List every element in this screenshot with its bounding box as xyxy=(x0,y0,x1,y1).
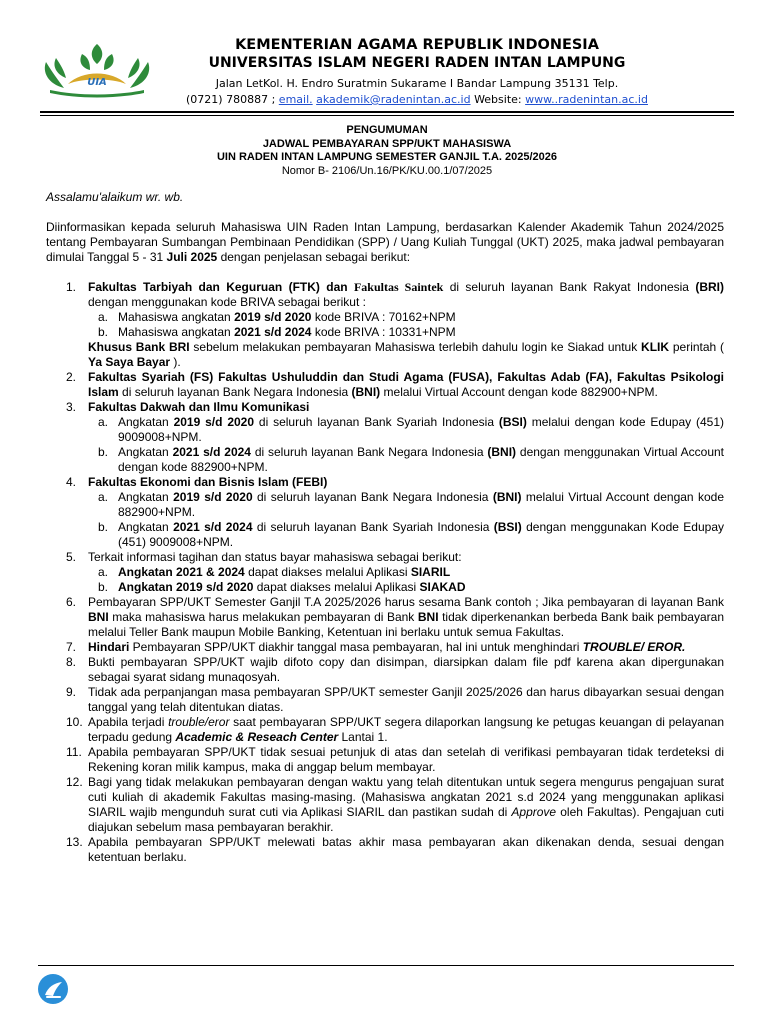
list-number: 3. xyxy=(66,400,77,414)
letterhead-rule-thick xyxy=(40,111,734,113)
cohort-range: 2021 s/d 2024 xyxy=(172,445,251,459)
item-text: Angkatan xyxy=(118,445,173,459)
sub-list xyxy=(88,310,724,340)
list-number: 12. xyxy=(66,775,83,789)
item-text: perintah ( xyxy=(669,340,725,354)
list-item xyxy=(46,655,724,685)
item-text: Angkatan xyxy=(118,490,174,504)
building-name: Academic & Reseach Center xyxy=(175,730,339,744)
announcement-heading: PENGUMUMAN xyxy=(346,124,428,136)
list-number: 1. xyxy=(66,280,77,294)
address: Jalan LetKol. H. Endro Suratmin Sukarame I Bandar Lampung 35131 Telp. xyxy=(215,77,619,90)
item-emphasis: trouble/eror xyxy=(168,715,230,729)
ministry-name: KEMENTERIAN AGAMA REPUBLIK INDONESIA xyxy=(235,37,599,53)
item-text: maka mahasiswa harus melakukan pembayaran di Bank xyxy=(108,610,418,624)
faculty-name: Fakultas Syariah (FS) Fakultas Ushuluddin dan Studi Agama (FUSA), Fakultas Adab (FA), Fakultas Psikologi Islam xyxy=(88,370,724,399)
bank-code: (BNI) xyxy=(351,385,381,399)
sub-list xyxy=(88,565,724,595)
letterhead-text xyxy=(152,36,682,108)
item-text: Angkatan xyxy=(118,415,174,429)
website-link[interactable]: www..radenintan.ac.id xyxy=(525,93,648,106)
item-text: Terkait informasi tagihan dan status bayar mahasiswa sebagai berikut: xyxy=(88,550,462,564)
note-emphasis: KLIK xyxy=(641,340,670,354)
sub-list-item xyxy=(88,580,724,595)
item-text: di seluruh layanan Bank Rakyat Indonesia xyxy=(443,280,696,294)
item-text: Pembayaran SPP/UKT diakhir tanggal masa pembayaran, hal ini untuk menghindari xyxy=(129,640,583,654)
list-number: 9. xyxy=(66,685,77,699)
list-number: 2. xyxy=(66,370,77,384)
university-name: UNIVERSITAS ISLAM NEGERI RADEN INTAN LAMPUNG xyxy=(208,55,626,71)
warning-word: Hindari xyxy=(88,640,130,654)
sub-letter: a. xyxy=(98,415,109,429)
item-text: Apabila pembayaran SPP/UKT tidak sesuai petunjuk di atas dan setelah di verifikasi pembayaran tidak terdeteksi di Rekening koran milik kampus, maka di anggap belum membayar. xyxy=(88,745,724,774)
list-item xyxy=(46,775,724,835)
app-name: SIARIL xyxy=(410,565,451,579)
list-number: 5. xyxy=(66,550,77,564)
item-text: Angkatan xyxy=(118,520,174,534)
item-text: Mahasiswa angkatan xyxy=(118,325,235,339)
item-text: melalui Virtual Account dengan kode 882900+NPM. xyxy=(380,385,658,399)
list-number: 11. xyxy=(66,745,82,759)
sub-letter: b. xyxy=(98,520,109,534)
item-text: Pembayaran SPP/UKT Semester Ganjil T.A 2025/2026 harus sesama Bank contoh ; Jika pembayaran di layanan Bank xyxy=(88,595,724,609)
intro-text: Diinformasikan kepada seluruh Mahasiswa UIN Raden Intan Lampung, berdasarkan Kalender Akademik Tahun 2024/2025 tentang Pembayaran Sumbangan Pembinaan Pendidikan (SPP) / Uang Kuliah Tunggal (UKT) 2025, maka jadwal pembayaran dimulai Tanggal 5 - 31 xyxy=(46,220,724,264)
sub-letter: a. xyxy=(98,310,109,324)
university-logo-icon xyxy=(38,40,156,98)
sub-letter: b. xyxy=(98,325,109,339)
bank-code: (BSI) xyxy=(493,520,522,534)
item-text: Apabila terjadi xyxy=(88,715,169,729)
list-number: 10. xyxy=(66,715,83,729)
cohort-range: 2021 s/d 2024 xyxy=(234,325,312,339)
item-emphasis: Approve xyxy=(511,805,557,819)
note-label: Khusus Bank BRI xyxy=(88,340,190,354)
list-number: 6. xyxy=(66,595,77,609)
item-text: dengan menggunakan Kode Edupay (451) 9009008+NPM. xyxy=(118,520,724,549)
faculty-name: Fakultas Ekonomi dan Bisnis Islam (FEBI) xyxy=(88,475,328,489)
item-text: saat pembayaran SPP/UKT segera dilaporkan langsung ke petugas keuangan di pelayanan terpadu gedung xyxy=(88,715,725,744)
item-text: Apabila pembayaran SPP/UKT melewati batas akhir masa pembayaran akan dikenakan denda, sesuai dengan ketentuan berlaku. xyxy=(88,835,724,864)
cohort-range: 2019 s/d 2020 xyxy=(173,490,253,504)
website-label: Website: xyxy=(474,93,522,106)
item-text: di seluruh layanan Bank Negara Indonesia xyxy=(252,490,493,504)
list-item xyxy=(46,475,724,550)
letter-body xyxy=(46,190,724,865)
cohort-range: 2019 s/d 2020 xyxy=(173,415,255,429)
item-text: di seluruh layanan Bank Syariah Indonesia xyxy=(254,415,499,429)
greeting: Assalamu'alaikum wr. wb. xyxy=(46,190,184,204)
item-text: ). xyxy=(170,355,181,369)
sub-letter: b. xyxy=(98,580,109,594)
sub-list xyxy=(88,490,724,550)
list-item xyxy=(46,370,724,400)
item-text: di seluruh layanan Bank Negara Indonesia xyxy=(250,445,488,459)
announcement-subject: JADWAL PEMBAYARAN SPP/UKT MAHASISWA xyxy=(262,137,512,150)
letterhead xyxy=(0,0,768,112)
cohort-range: 2019 s/d 2020 xyxy=(234,310,312,324)
letter-number: Nomor B- 2106/Un.16/PK/KU.00.1/07/2025 xyxy=(281,164,493,177)
item-text: kode BRIVA : 70162+NPM xyxy=(311,310,456,324)
item-text: Tidak ada perpanjangan masa pembayaran SPP/UKT semester Ganjil 2025/2026 dan harus dibayarkan sesuai dengan tanggal yang telah ditentukan diatas. xyxy=(88,685,724,714)
note-emphasis: Ya Saya Bayar xyxy=(88,355,171,369)
faculty-name: Fakultas Tarbiyah dan Keguruan (FTK) dan xyxy=(88,280,354,294)
sub-list-item xyxy=(88,445,724,475)
item-text: Bukti pembayaran SPP/UKT wajib difoto copy dan disimpan, diarsipkan dalam file pdf karena akan dipergunakan sebagai syarat sidang munaqosyah. xyxy=(88,655,724,684)
bank-code: BNI xyxy=(88,610,109,624)
faculty-name: Fakultas Dakwah dan Ilmu Komunikasi xyxy=(88,400,310,414)
list-item xyxy=(46,280,724,370)
sub-list xyxy=(88,415,724,475)
email-link[interactable]: akademik@radenintan.ac.id xyxy=(316,93,471,106)
letterhead-rule-thin xyxy=(40,115,734,116)
email-label-link[interactable]: email. xyxy=(278,93,313,106)
item-text: dengan menggunakan kode BRIVA sebagai berikut : xyxy=(88,295,366,309)
item-text: di seluruh layanan Bank Negara Indonesia xyxy=(118,385,352,399)
item-text: dapat diakses melalui Aplikasi xyxy=(244,565,411,579)
bank-code: (BRI) xyxy=(695,280,725,294)
list-item xyxy=(46,835,724,865)
warning-emphasis: TROUBLE/ EROR. xyxy=(582,640,686,654)
intro-paragraph xyxy=(46,220,724,265)
sub-list-item xyxy=(88,325,724,340)
item-text: Bagi yang tidak melakukan pembayaran dengan waktu yang telah ditentukan untuk segera mengurus pengajuan surat cuti kuliah di akademik Fakultas masing-masing. (Mahasiswa angkatan 2021 s.d 2024 yang menggunakan aplikasi SIARIL wajib mengunduh surat cuti via Aplikasi SIARIL dan pastikan sudah di xyxy=(88,775,724,819)
sub-list-item xyxy=(88,490,724,520)
announcement-semester: UIN RADEN INTAN LAMPUNG SEMESTER GANJIL T.A. 2025/2026 xyxy=(216,151,558,163)
cohort-range: 2021 s/d 2024 xyxy=(173,520,253,534)
instruction-list xyxy=(46,280,724,865)
sub-list-item xyxy=(88,310,724,325)
list-item xyxy=(46,745,724,775)
item-text: melalui dengan kode Edupay (451) 9009008+NPM. xyxy=(118,415,724,444)
list-item xyxy=(46,550,724,595)
sub-letter: b. xyxy=(98,445,109,459)
list-item xyxy=(46,685,724,715)
list-item xyxy=(46,400,724,475)
intro-text-end: dengan penjelasan sebagai berikut: xyxy=(217,250,411,264)
list-number: 4. xyxy=(66,475,77,489)
footer-rule xyxy=(38,965,734,966)
list-item xyxy=(46,595,724,640)
sub-letter: a. xyxy=(98,490,109,504)
item-text: melalui Virtual Account dengan kode 882900+NPM. xyxy=(118,490,725,519)
faculty-name: Fakultas Saintek xyxy=(353,280,444,294)
item-text: sebelum melakukan pembayaran Mahasiswa terlebih dahulu login ke Siakad untuk xyxy=(189,340,642,354)
list-number: 8. xyxy=(66,655,77,669)
phone: (0721) 780887 ; xyxy=(186,93,276,106)
cohort-range: Angkatan 2019 s/d 2020 xyxy=(118,580,254,594)
sub-list-item xyxy=(88,415,724,445)
item-text: di seluruh layanan Bank Syariah Indonesia xyxy=(252,520,494,534)
app-name: SIAKAD xyxy=(419,580,466,594)
bank-code: (BNI) xyxy=(487,445,517,459)
sub-list-item xyxy=(88,520,724,550)
list-item xyxy=(46,715,724,745)
item-text: dapat diakses melalui Aplikasi xyxy=(253,580,420,594)
sub-letter: a. xyxy=(98,565,109,579)
bank-code: (BNI) xyxy=(492,490,522,504)
item-text: tidak diperkenankan berbeda Bank baik pembayaran melalui Teller Bank maupun Mobile Banking, Ketentuan ini berlaku untuk semua Fakultas. xyxy=(88,610,724,639)
sub-list-item xyxy=(88,565,724,580)
item-text: Mahasiswa angkatan xyxy=(118,310,235,324)
item-text: dengan menggunakan Virtual Account dengan kode 882900+NPM. xyxy=(118,445,725,474)
bank-code: (BSI) xyxy=(498,415,527,429)
svg-text:UIA: UIA xyxy=(87,77,107,88)
item-text: oleh Fakultas). Pengajuan cuti diajukan sebelum masa pembayaran berakhir. xyxy=(88,805,725,834)
item-text: Lantai 1. xyxy=(338,730,388,744)
bri-note xyxy=(88,340,724,370)
list-number: 7. xyxy=(66,640,77,654)
list-number: 13. xyxy=(66,835,83,849)
stamp-logo-icon xyxy=(36,972,70,1006)
item-text: kode BRIVA : 10331+NPM xyxy=(311,325,456,339)
list-item xyxy=(46,640,724,655)
announcement-title xyxy=(40,124,734,178)
cohort-range: Angkatan 2021 & 2024 xyxy=(118,565,245,579)
intro-date: Juli 2025 xyxy=(166,250,218,264)
bank-code: BNI xyxy=(417,610,439,624)
contact-line xyxy=(152,92,682,108)
